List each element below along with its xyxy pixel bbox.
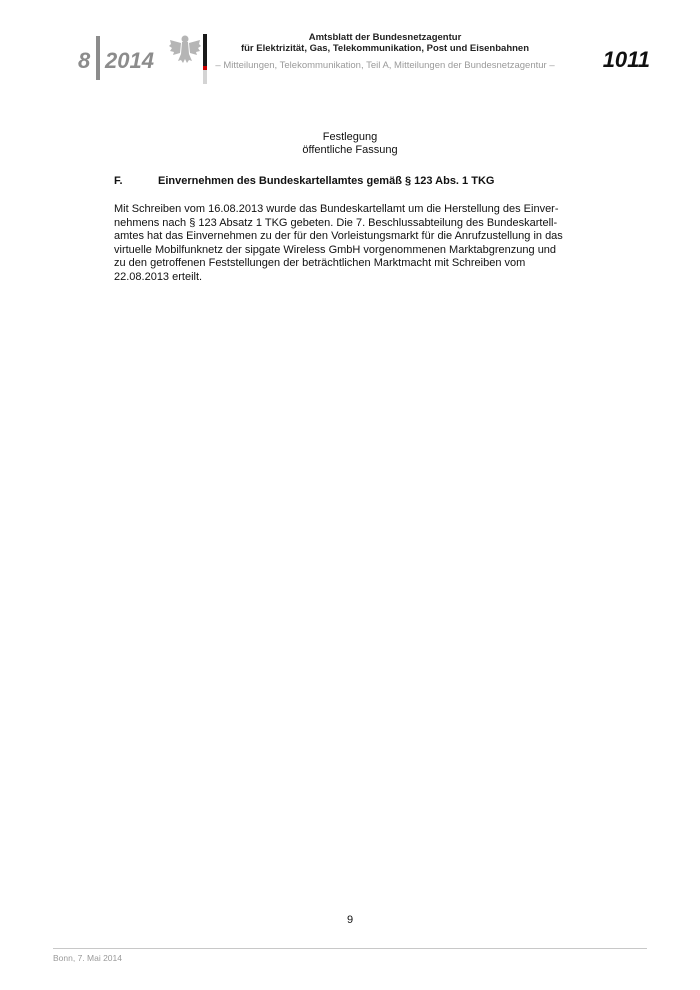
paragraph-line: amtes hat das Einvernehmen zu der für den Vorleistungsmarkt für die Anrufzustellung in das xyxy=(114,230,563,243)
paragraph-line: Mit Schreiben vom 16.08.2013 wurde das Bundeskartellamt um die Herstellung des Einver- xyxy=(114,203,559,215)
gazette-title-line2: für Elektrizität, Gas, Telekommunikation, Post und Eisenbahnen xyxy=(240,43,530,54)
footer-divider xyxy=(53,948,647,949)
document-subtitle: öffentliche Fassung xyxy=(302,144,398,156)
section-letter: F. xyxy=(114,175,123,187)
federal-eagle-icon xyxy=(168,32,202,66)
gazette-title xyxy=(210,32,560,54)
section-heading xyxy=(114,175,494,187)
flag-bar-black xyxy=(203,34,207,66)
document-title: Festlegung xyxy=(322,131,378,143)
gazette-title-line1: Amtsblatt der Bundesnetzagentur xyxy=(308,32,462,43)
document-page-number: 9 xyxy=(346,914,354,926)
paragraph-line: 22.08.2013 erteilt. xyxy=(114,270,203,283)
gazette-subtitle: – Mitteilungen, Telekommunikation, Teil A, Mitteilungen der Bundesnetzagentur – xyxy=(215,60,555,71)
section-heading-text: Einvernehmen des Bundeskartellamtes gemäß § 123 Abs. 1 TKG xyxy=(158,175,495,187)
issue-year: 2014 xyxy=(105,48,154,73)
issue-number: 8 xyxy=(78,48,91,73)
paragraph-line: virtuelle Mobilfunknetz der sipgate Wireless GmbH vorgenommenen Marktabgrenzung und xyxy=(114,243,557,256)
body-paragraph xyxy=(114,203,584,285)
paragraph-line: zu den getroffenen Feststellungen der beträchtlichen Marktmacht mit Schreiben vom xyxy=(114,257,526,270)
footer-place-date: Bonn, 7. Mai 2014 xyxy=(53,953,122,963)
flag-bar-gold xyxy=(203,70,207,84)
issue-divider xyxy=(96,36,100,80)
paragraph-line: nehmens nach § 123 Absatz 1 TKG gebeten. Die 7. Beschlussabteilung des Bundeskartell- xyxy=(114,216,558,229)
gazette-page-number: 1011 xyxy=(602,47,650,72)
